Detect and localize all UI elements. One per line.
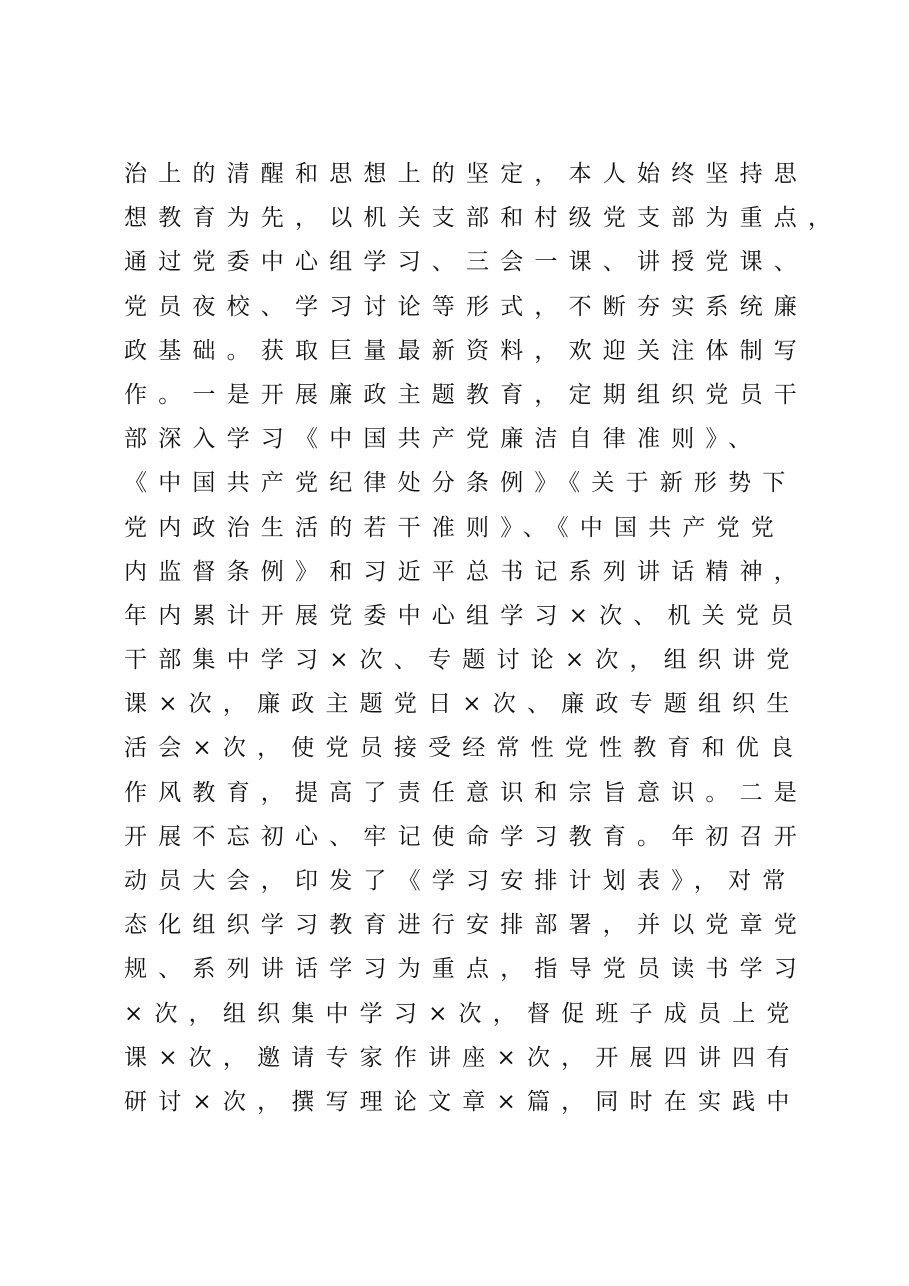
text-line: 治上的清醒和思想上的坚定，本人始终坚持思 [124,161,808,187]
text-line: 课×次，廉政主题党日×次、廉政专题组织生 [124,691,801,718]
text-line: 规、系列讲话学习为重点，指导党员读书学习 [124,956,808,983]
text-line: 党员夜校、学习讨论等形式，不断夯实系统廉 [124,293,808,320]
text-line: 想教育为先，以机关支部和村级党支部为重点， [124,205,843,232]
text-line: 活会×次，使党员接受经常性党性教育和优良 [124,735,805,762]
text-line: 党内政治生活的若干准则》、《中国共产党党 [124,514,785,541]
text-line: 作风教育，提高了责任意识和宗旨意识。二是 [124,779,808,806]
text-line: 部深入学习《中国共产党廉洁自律准则》、 [124,426,763,453]
text-line: 政基础。获取巨量最新资料，欢迎关注体制写 [124,337,808,364]
text-line: 动员大会，印发了《学习安排计划表》，对常 [124,868,797,894]
text-line: 态化组织学习教育进行安排部署，并以党章党 [124,912,808,939]
text-line: 干部集中学习×次、专题讨论×次，组织讲党 [124,647,801,674]
text-line: 研讨×次，撰写理论文章×篇，同时在实践中 [124,1088,801,1115]
text-line: 作。一是开展廉政主题教育，定期组织党员干 [124,381,808,408]
text-line: 通过党委中心组学习、三会一课、讲授党课、 [124,249,808,276]
text-line: 内监督条例》和习近平总书记系列讲话精神， [124,558,808,585]
text-line: 课×次，邀请专家作讲座×次，开展四讲四有 [124,1044,801,1071]
text-line: 年内累计开展党委中心组学习×次、机关党员 [124,602,805,629]
text-line: 开展不忘初心、牢记使命学习教育。年初召开 [124,823,808,850]
text-line: ×次，组织集中学习×次，督促班子成员上党 [124,1000,801,1027]
text-line: 《中国共产党纪律处分条例》《关于新形势下 [124,470,797,497]
body-text [124,152,843,1124]
